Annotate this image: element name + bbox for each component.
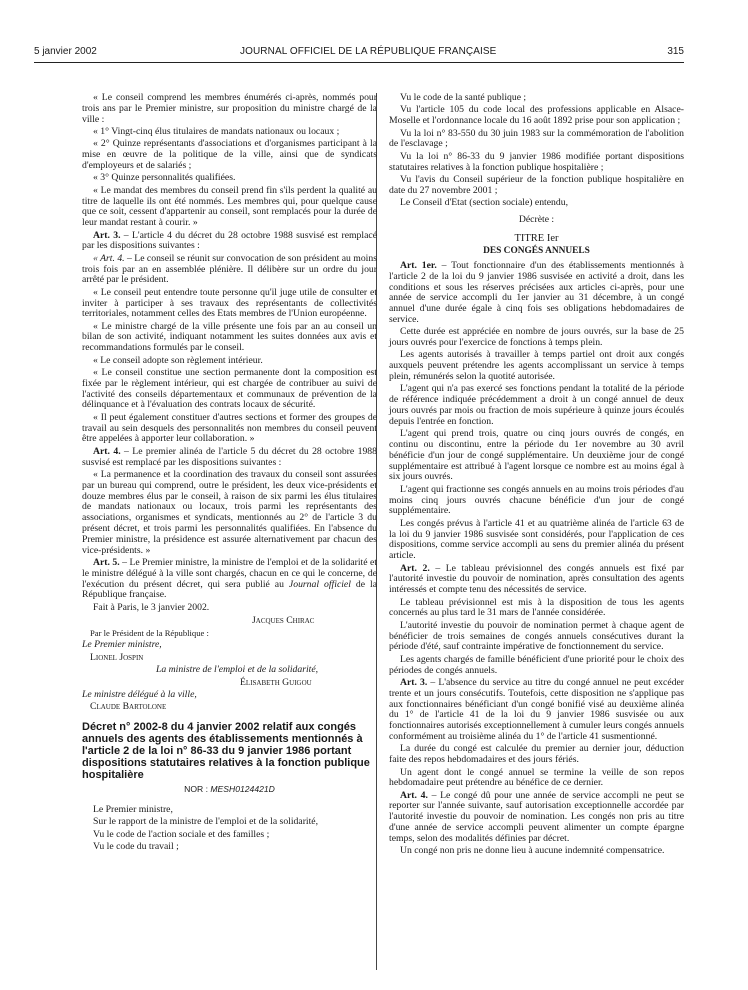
paragraph: Un agent dont le congé annuel se termine la veille de son repos hebdomadaire peut prétendre au bénéfice de ce dernier. <box>389 766 684 789</box>
paragraph: « Le conseil adopte son règlement intérieur. <box>93 354 263 366</box>
article-text: – L'absence du service au titre du congé annuel ne peut excéder trente et un jours consécutifs. Toutefois, cette disposition ne s'applique pas aux fonctionnaires bénéficiant d'un congé bonifié visé au deuxième alinéa du 1° de l'article 41 de la loi du 9 janvier 1986 susvisée ou aux fonctionnaires autorisés exceptionnellement à cumuler leurs congés annuels conformément au troisième alinéa du 1° de l'article 41 susmentionné. <box>389 676 684 742</box>
paragraph: Les congés prévus à l'article 41 et au quatrième alinéa de l'article 63 de la loi du 9 janvier 1986 susvisée sont considérés, pour l'application de ces dispositions, comme service accompli au sens du premier alinéa du présent article. <box>389 517 684 562</box>
article-3 <box>82 231 377 253</box>
minister-ville-name: Claude Bartolone <box>90 701 167 713</box>
visa-line: Le Conseil d'Etat (section sociale) entendu, <box>400 197 568 209</box>
minister-emploi-name: Élisabeth Guigou <box>240 676 312 688</box>
article-text: – L'article 4 du décret du 28 octobre 1988 susvisé est remplacé par les dispositions suivantes : <box>82 229 377 252</box>
paragraph: « 3° Quinze personnalités qualifiées. <box>93 172 236 184</box>
journal-title: JOURNAL OFFICIEL DE LA RÉPUBLIQUE FRANÇAISE <box>240 46 497 57</box>
visa-line: Vu le code de l'action sociale et des familles ; <box>93 828 270 840</box>
nor-code: MESH0124421D <box>210 784 275 795</box>
left-column <box>82 93 377 854</box>
article-label: Art. 3. <box>400 676 428 688</box>
visa-line: Vu le code de la santé publique ; <box>400 92 527 103</box>
right-column <box>389 93 684 859</box>
paragraph: « Le conseil comprend les membres énumérés ci-après, nommés pour trois ans par le Premier ministre, sur proposition du ministre chargé de la ville : <box>82 92 377 125</box>
paragraph: La durée du congé est calculée du premier au dernier jour, déduction faite des repos hebdomadaires et des jours fériés. <box>389 743 684 766</box>
paragraph: « Le conseil peut entendre toute personne qu'il juge utile de consulter et inviter à participer à ses travaux des représentants de collectivités territoriales, notamment celles des Etats membres de l'Union européenne. <box>82 286 377 320</box>
article-1 <box>389 261 684 326</box>
article-label: Art. 4. <box>93 445 121 457</box>
decret-title: Décret n° 2002-8 du 4 janvier 2002 relatif aux congés annuels des agents des établissements mentionnés à l'article 2 de la loi n° 86-33 du 9 janvier 1986 portant dispositions statutaires relatives à la fonction publique hospitalière <box>82 721 370 782</box>
paragraph: L'autorité investie du pouvoir de nomination permet à chaque agent de bénéficier de trois semaines de congés annuels consécutives durant la période d'été, sauf contrainte impérative de fonctionnement du service. <box>389 619 684 653</box>
visa-line: Vu l'avis du Conseil supérieur de la fonction publique hospitalière en date du 27 novembre 2001 ; <box>389 173 684 196</box>
paragraph: « Le mandat des membres du conseil prend fin s'ils perdent la qualité au titre de laquelle ils ont été nommés. Les membres qui, pour quelque cause que ce soit, cessent d'appartenir au conseil, sont remplacés pour la durée de leur mandat restant à courir. » <box>82 184 377 229</box>
pm-title: Le Premier ministre, <box>82 639 162 651</box>
header-rule <box>34 62 684 63</box>
titre-subheading: DES CONGÉS ANNUELS <box>483 246 590 257</box>
article-4 <box>389 791 684 845</box>
article-label: Art. 4. <box>400 789 428 801</box>
paragraph: Le tableau prévisionnel est mis à la disposition de tous les agents concernés au plus tard le 31 mars de l'année considérée. <box>389 596 684 619</box>
paragraph: « Il peut également constituer d'autres sections et former des groupes de travail au sein desquels des personnalités non membres du conseil peuvent être appelées à apporter leur collaboration. » <box>82 411 377 445</box>
article-text: – Le Premier ministre, la ministre de l'emploi et de la solidarité et le ministre délégué à la ville sont chargés, chacun en ce qui le concerne, de l'exécution du présent décret, qui sera publié au <box>82 556 377 590</box>
article-text: – Le congé dû pour une année de service accompli ne peut se reporter sur l'année suivante, sauf autorisation exceptionnelle accordée par l'autorité investie du pouvoir de nomination. Les congés non pris au titre d'une année de service accompli peuvent alimenter un compte épargne temps, selon des modalités définies par décret. <box>389 789 684 844</box>
titre-heading: TITRE Ier <box>514 232 559 244</box>
article-text: de la République française. <box>82 578 378 601</box>
article-4 <box>82 447 377 469</box>
issue-date: 5 janvier 2002 <box>34 46 97 57</box>
visa-line: Vu la loi n° 83-550 du 30 juin 1983 sur la commémoration de l'abolition de l'esclavage ; <box>389 127 684 150</box>
decrete: Décrète : <box>518 213 555 225</box>
minister-ville-title: Le ministre délégué à la ville, <box>82 688 197 700</box>
paragraph: L'agent qui prend trois, quatre ou cinq jours ouvrés de congés, en continu ou discontinu, entre la période du 1er novembre au 30 avril bénéficie d'un jour de congé supplémentaire. Un deuxième jour de congé supplémentaire est attribué à l'agent lorsque ce nombre est au moins égal à six jours ouvrés. <box>389 428 684 483</box>
par-le-president: Par le Président de la République : <box>90 627 209 638</box>
article-label: Art. 2. <box>400 562 430 574</box>
paragraph: Les agents autorisés à travailler à temps partiel ont droit aux congés auxquels peuvent prétendre les agents accomplissant un service à temps plein, rémunérés selon la quotité autorisée. <box>389 349 684 383</box>
article-text: – Tout fonctionnaire d'un des établissements mentionnés à l'article 2 de la loi du 9 janvier 1986 susvisée en activité a droit, dans les conditions et sous les réserves précisées aux articles ci-après, pour une année de service accompli du 1er janvier au 31 décembre, à un congé annuel d'une durée égale à cinq fois ses obligations hebdomadaires de service. <box>389 259 684 325</box>
article-text: – Le conseil se réunit sur convocation de son président au moins trois fois par an en assemblée plénière. Il délibère sur un ordre du jour arrêté par le président. <box>82 252 377 286</box>
paragraph: « Le ministre chargé de la ville présente une fois par an au conseil un bilan de son activité, indiquant notamment les suites données aux avis et recommandations formulés par le conseil. <box>82 320 377 354</box>
article-3 <box>389 678 684 743</box>
nor-line <box>82 784 377 795</box>
paragraph: Un congé non pris ne donne lieu à aucune indemnité compensatrice. <box>400 845 665 857</box>
article-5 <box>82 558 377 601</box>
journal-officiel-ref: Journal officiel <box>288 578 351 590</box>
visa-line: Vu la loi n° 86-33 du 9 janvier 1986 modifiée portant dispositions statutaires relatives à la fonction publique hospitalière ; <box>389 150 684 173</box>
article-label: Art. 1er. <box>400 259 437 271</box>
paragraph: « La permanence et la coordination des travaux du conseil sont assurées par un bureau qui comprend, outre le président, les deux vice-présidents et douze membres élus par le conseil, à raison de six parmi les élus titulaires de mandats nationaux ou locaux, trois parmi les représentants des associations, organismes et syndicats, mentionnés au 2° de l'article 3 du présent décret, et trois parmi les personnalités qualifiées. En l'absence du Premier ministre, la présidence est assurée alternativement par chacun des vice-présidents. » <box>82 469 377 556</box>
page-number: 315 <box>667 46 684 57</box>
visa-line: Vu l'article 105 du code local des professions applicable en Alsace-Moselle et l'ordonnance locale du 16 août 1892 prise pour son application ; <box>389 104 684 127</box>
visa-line: Le Premier ministre, <box>93 803 173 815</box>
minister-emploi-title: La ministre de l'emploi et de la solidarité, <box>156 664 319 676</box>
signature-president: Jacques Chirac <box>252 614 315 626</box>
visa-line: Sur le rapport de la ministre de l'emploi et de la solidarité, <box>93 816 319 828</box>
paragraph: L'agent qui n'a pas exercé ses fonctions pendant la totalité de la période de référence indiquée précédemment a droit à un congé annuel de deux jours ouvrés par mois ou fraction de mois supérieure à quinze jours écoulés depuis l'entrée en fonction. <box>389 383 684 427</box>
article-label: « Art. 4. <box>93 252 125 264</box>
article-2 <box>389 564 684 596</box>
paragraph: « Le conseil constitue une section permanente dont la composition est fixée par le règlement intérieur, qui est chargée de contribuer au suivi de l'activité des conseils départementaux et communaux de prévention de la délinquance et à l'évaluation des contrats locaux de sécurité. <box>82 367 377 411</box>
visa-line: Vu le code du travail ; <box>93 841 179 853</box>
fait-line: Fait à Paris, le 3 janvier 2002. <box>93 601 210 613</box>
nor-label: NOR : <box>184 784 211 795</box>
article-label: Art. 3. <box>93 229 121 241</box>
pm-name: Lionel Jospin <box>90 651 144 663</box>
quoted-article-4 <box>82 254 377 286</box>
paragraph: Cette durée est appréciée en nombre de jours ouvrés, sur la base de 25 jours ouvrés pour l'exercice de fonctions à temps plein. <box>389 326 684 349</box>
article-label: Art. 5. <box>93 556 120 568</box>
page-header <box>34 46 684 60</box>
paragraph: Les agents chargés de famille bénéficient d'une priorité pour le choix des périodes de congés annuels. <box>389 653 684 676</box>
paragraph: « 2° Quinze représentants d'associations et d'organismes participant à la mise en œuvre de la politique de la ville, ainsi que de syndicats d'employeurs et de salariés ; <box>82 138 377 171</box>
article-text: – Le tableau prévisionnel des congés annuels est fixé par l'autorité investie du pouvoir de nomination, après consultation des agents intéressés et compte tenu des nécessités de service. <box>389 562 684 596</box>
article-text: – Le premier alinéa de l'article 5 du décret du 28 octobre 1988 susvisé est remplacé par les dispositions suivantes : <box>82 445 377 468</box>
paragraph: « 1° Vingt-cinq élus titulaires de mandats nationaux ou locaux ; <box>93 125 340 137</box>
paragraph: L'agent qui fractionne ses congés annuels en au moins trois périodes d'au moins cinq jours ouvrés chacune bénéficie d'un jour de congé supplémentaire. <box>389 483 684 517</box>
